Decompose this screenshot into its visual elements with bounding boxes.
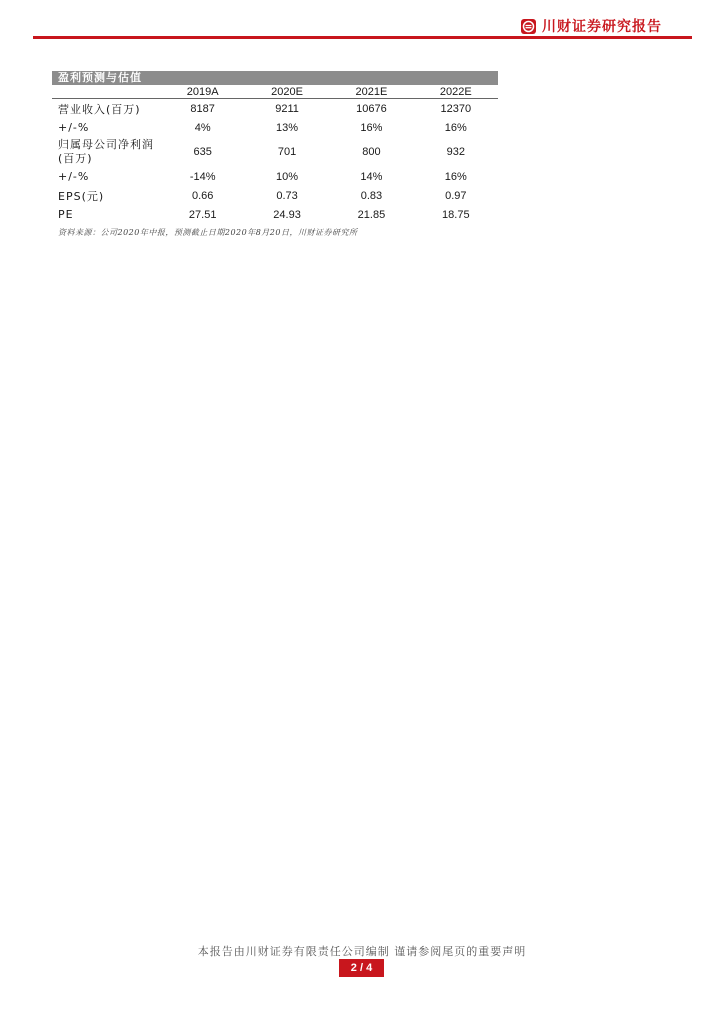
brand (521, 16, 662, 36)
table-row (52, 205, 498, 224)
table-cell: 16% (444, 121, 467, 134)
table-cell: 27.51 (188, 208, 217, 221)
header-rule (33, 36, 692, 39)
table-cell: 800 (362, 146, 381, 158)
table-cell: 16% (360, 121, 383, 134)
table-cell: 932 (446, 146, 465, 158)
source-note: 资料来源：公司2020年中报，预测截止日期2020年8月20日，川财证券研究所 (58, 228, 358, 237)
forecast-table-section (52, 71, 498, 238)
table-title: 盈利预测与估值 (52, 71, 498, 85)
table-cell: 21.85 (357, 208, 386, 221)
table-row (52, 186, 498, 205)
column-header: 2021E (329, 85, 413, 99)
forecast-table (52, 85, 498, 224)
page-header (0, 0, 724, 40)
column-header: 2020E (245, 85, 329, 99)
column-header: 2019A (160, 85, 244, 99)
table-cell: 0.73 (276, 189, 298, 202)
table-header-row (52, 85, 498, 99)
table-cell: 14% (360, 170, 383, 183)
row-label: 归属母公司净利润(百万) (58, 138, 154, 165)
column-header: 2022E (414, 85, 498, 99)
table-cell: 9211 (275, 102, 299, 115)
chuancai-logo-icon (521, 19, 536, 34)
table-cell: 4% (194, 121, 211, 134)
footer-disclaimer: 本报告由川财证券有限责任公司编制 谨请参阅尾页的重要声明 (197, 945, 527, 958)
table-cell: 12370 (440, 102, 472, 115)
table-cell: 13% (276, 121, 299, 134)
table-cell: 18.75 (442, 208, 470, 221)
table-cell: 10676 (356, 102, 387, 115)
table-cell: -14% (189, 170, 216, 183)
table-cell: 24.93 (273, 208, 301, 221)
table-row (52, 99, 498, 119)
table-cell: 635 (193, 146, 212, 158)
table-cell: 8187 (190, 102, 215, 115)
table-cell: 10% (276, 170, 299, 183)
table-cell: 16% (444, 170, 467, 183)
row-label: PE (58, 208, 74, 221)
table-cell: 701 (277, 146, 297, 158)
page-number: 2 / 4 (339, 959, 384, 977)
table-cell: 0.97 (445, 189, 467, 202)
table-cell: 0.83 (360, 189, 383, 202)
table-row (52, 118, 498, 137)
row-label: +/-% (58, 170, 90, 183)
column-header (52, 85, 160, 99)
row-label: EPS(元) (58, 189, 105, 203)
table-cell: 0.66 (191, 189, 214, 202)
row-label: +/-% (58, 121, 90, 134)
row-label: 营业收入(百万) (58, 102, 141, 116)
brand-name: 川财证券研究报告 (542, 19, 662, 35)
table-row (52, 167, 498, 186)
table-row (52, 137, 498, 167)
